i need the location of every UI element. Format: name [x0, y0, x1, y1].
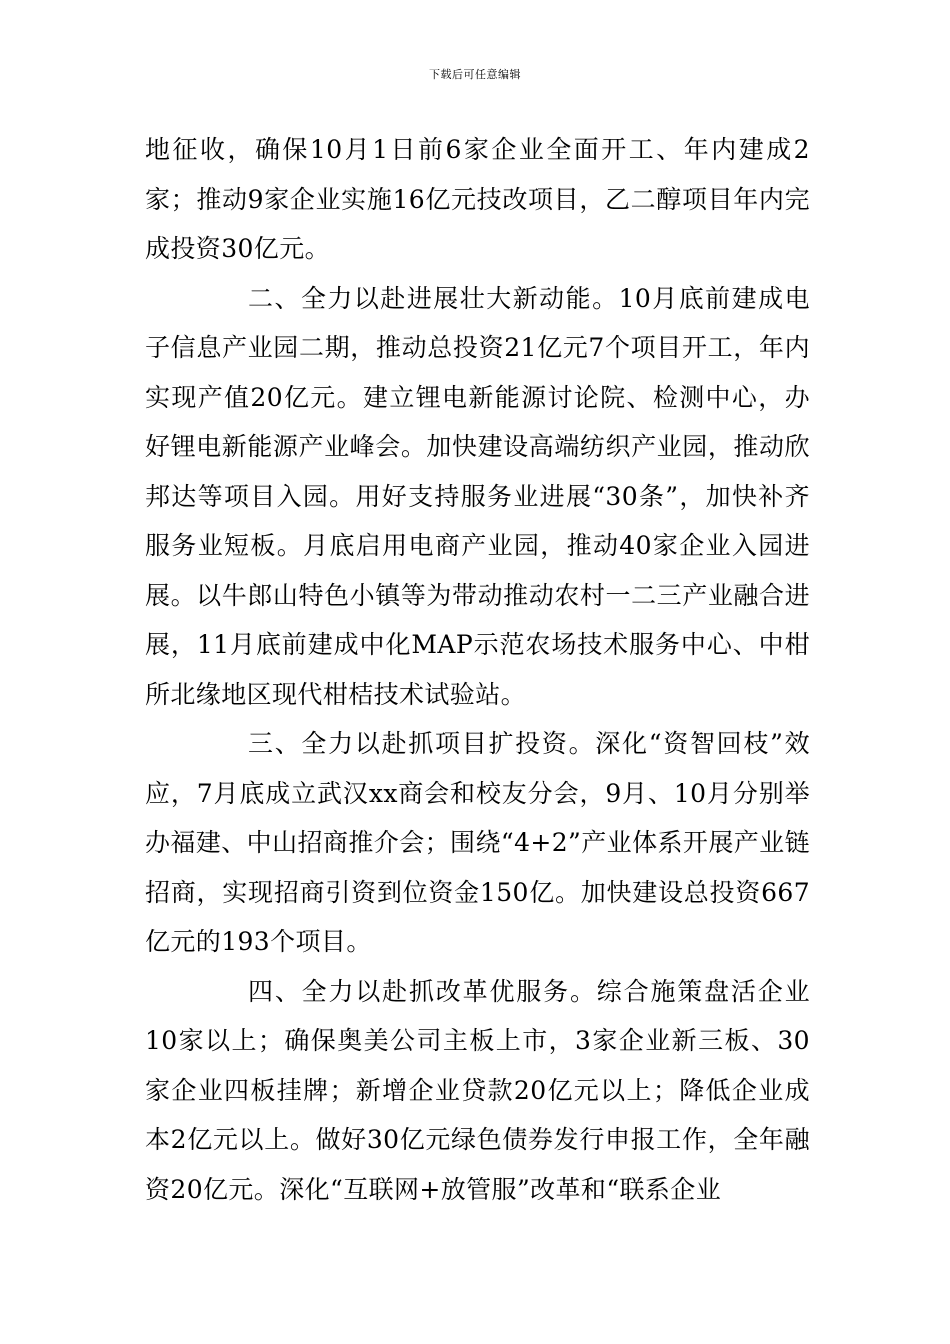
paragraph-section-three: 三、全力以赴抓项目扩投资。深化“资智回枝”效应，7月底成立武汉xx商会和校友分会，9月、10月分别举办福建、中山招商推介会；围绕“4+2”产业体系开展产业链招商，实现招商引资到位资金150亿。加快建设总投资667亿元的193个项目。 — [145, 729, 810, 956]
paragraph-section-four: 四、全力以赴抓改革优服务。综合施策盘活企业10家以上；确保奥美公司主板上市，3家企业新三板、30家企业四板挂牌；新增企业贷款20亿元以上；降低企业成本2亿元以上。做好30亿元绿色债券发行申报工作，全年融资20亿元。深化“互联网+放管服”改革和“联系企业 — [145, 976, 810, 1204]
paragraph-section-two: 二、全力以赴进展壮大新动能。10月底前建成电子信息产业园二期，推动总投资21亿元7个项目开工，年内实现产值20亿元。建立锂电新能源讨论院、检测中心，办好锂电新能源产业峰会。加快建设高端纺织产业园，推动欣邦达等项目入园。用好支持服务业进展“30条”，加快补齐服务业短板。月底启用电商产业园，推动40家企业入园进展。以牛郎山特色小镇等为带动推动农村一二三产业融合进展，11月底前建成中化MAP示范农场技术服务中心、中柑所北缘地区现代柑桔技术试验站。 — [145, 283, 810, 709]
document-body — [145, 125, 810, 1214]
page-header-note: 下载后可任意编辑 — [429, 68, 521, 81]
paragraph-continuation: 地征收，确保10月1日前6家企业全面开工、年内建成2家；推动9家企业实施16亿元技改项目，乙二醇项目年内完成投资30亿元。 — [145, 135, 810, 263]
